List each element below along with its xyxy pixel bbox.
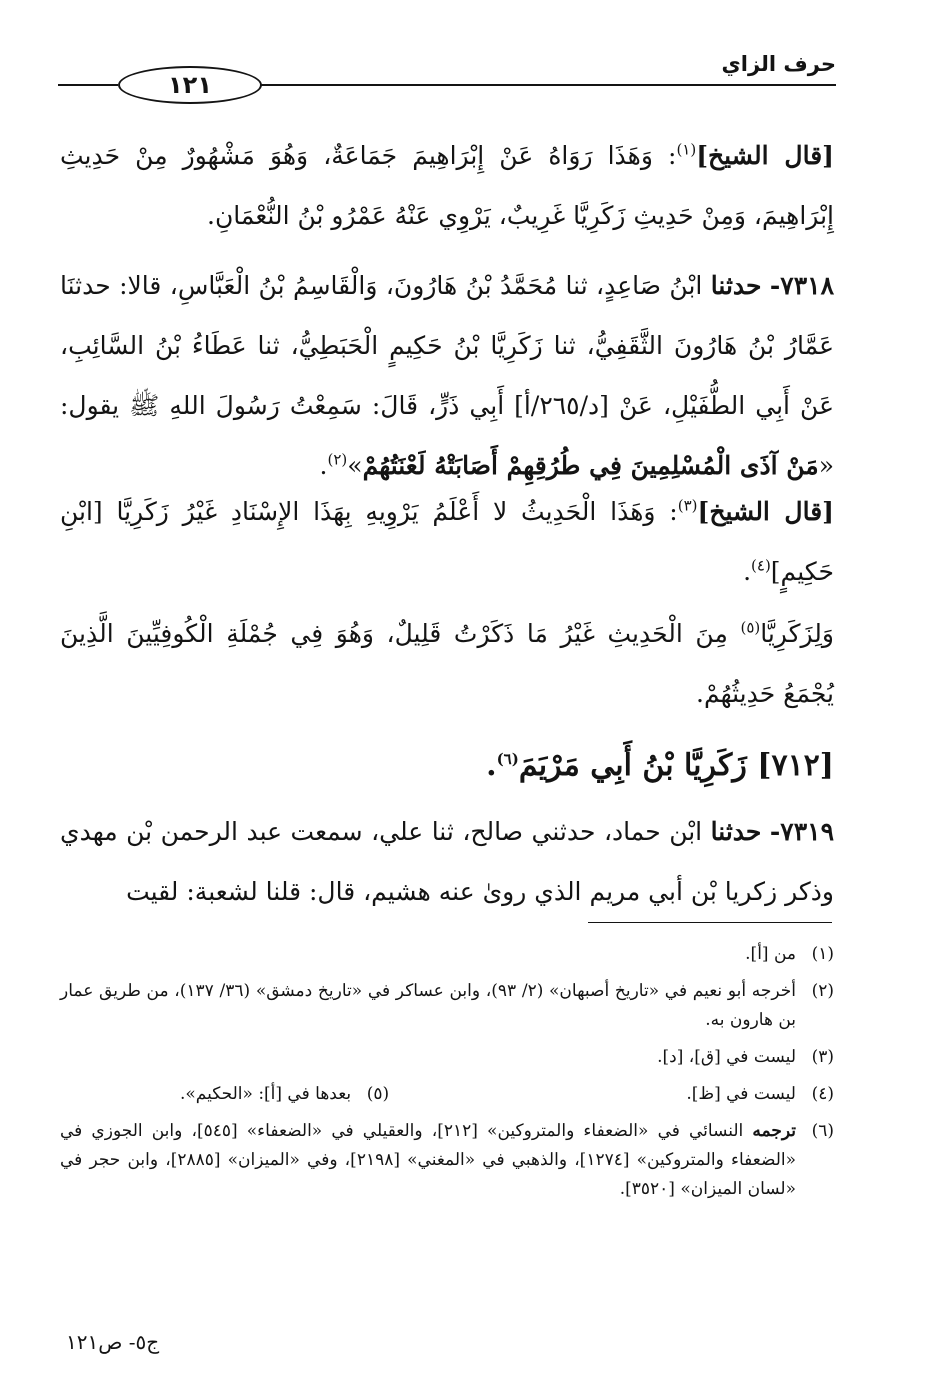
footnotes: [60, 940, 834, 1212]
footnote-rule: [588, 922, 832, 923]
footnote-ref-5: (٥): [740, 618, 761, 637]
footnote-number: (٦): [811, 1121, 834, 1141]
isnad-text: ابْنُ صَاعِدٍ، ثنا مُحَمَّدُ بْنُ هَارُونَ، وَالْقَاسِمُ بْنُ الْعَبَّاسِ، قالا: حدثنَا عَمَّارُ بْنُ هَارُونَ الثَّقَفِيُّ، ثنا زَكَرِيَّا بْنُ حَكِيمٍ الْحَبَطِيُّ، ثنا عَطَاءُ بْنُ السَّائِبِ، عَنْ أَبِي الطُّفَيْلِ، عَنْ [د/٢٦٥/أ] أَبِي ذَرٍّ، قَالَ: سَمِعْتُ رَسُولَ اللهِ ﷺ يقول: «: [60, 271, 834, 480]
paragraph-text: : وَهَذَا الْحَدِيثُ لا أَعْلَمُ يَرْوِيهِ بِهَذَا الإِسْنَادِ غَيْرُ زَكَرِيَّا [ابْنِ حَكِيمٍ]: [60, 497, 834, 586]
footnote-number: (٥): [366, 1084, 390, 1104]
running-title: حرف الزاي: [721, 52, 836, 76]
hadith-matn: مَنْ آذَى الْمُسْلِمِينَ فِي طُرُقِهِمْ أَصَابَتْهُ لَعْنَتُهُمْ: [362, 451, 819, 480]
tail-dot: .: [319, 451, 328, 480]
footnote-row-4-5: [60, 1080, 834, 1109]
hadith-7318: [60, 256, 834, 496]
footnote-ref-3: (٣): [677, 496, 698, 515]
paragraph-text: : وَهَذَا رَوَاهُ عَنْ إِبْرَاهِيمَ جَمَاعَةٌ، وَهُوَ مَشْهُورٌ مِنْ حَدِيثِ إِبْرَاهِيمَ، وَمِنْ حَدِيثِ زَكَرِيَّا غَرِيبٌ، يَرْوِي عَنْهُ عَمْرُو بْنُ النُّعْمَانِ.: [60, 141, 834, 230]
sheikh-label: [قال الشيخ]: [697, 497, 834, 526]
paragraph-text-b: مِنَ الْحَدِيثِ غَيْرُ مَا ذَكَرْتُ قَلِيلٌ، وَهُوَ فِي جُمْلَةِ الْكُوفِيِّينَ الَّذِينَ يُجْمَعُ حَدِيثُهُمْ.: [60, 619, 834, 708]
footnote-text: أخرجه أبو نعيم في «تاريخ أصبهان» (٢/ ٩٣)، وابن عساكر في «تاريخ دمشق» (٣٦/ ١٣٧)، من طريق عمار بن هارون به.: [60, 981, 796, 1030]
footnote-number: (٤): [811, 1084, 834, 1104]
footnote-2: [60, 977, 834, 1035]
hadith-number: ٧٣١٩-: [769, 817, 835, 846]
footnote-text: بعدها في [أ]: «الحكيم».: [180, 1084, 352, 1104]
paragraph-sheikh-note-3: [60, 482, 834, 602]
page-header: [58, 38, 836, 98]
hadith-7319: [60, 802, 834, 922]
footnote-5: [180, 1080, 389, 1109]
footnote-ref-1: (١): [676, 140, 697, 159]
footnote-lead: ترجمه: [752, 1121, 796, 1141]
footnote-ref-6: (٦): [496, 750, 519, 768]
volume-page-reference: ج٥- ص١٢١: [66, 1330, 160, 1354]
footnote-3: [60, 1043, 834, 1072]
heading-text: [٧١٢] زَكَرِيَّا بْنُ أَبِي مَرْيَمَ: [518, 748, 834, 783]
footnote-text: من [أ].: [745, 944, 796, 964]
footnote-ref-4: (٤): [751, 556, 771, 575]
tail-dot: .: [486, 748, 497, 783]
sheikh-label: [قال الشيخ]: [696, 141, 834, 170]
paragraph-text-a: وَلِزَكَرِيَّا: [760, 619, 834, 648]
hadith-number: ٧٣١٨-: [769, 271, 835, 300]
footnote-text: النسائي في «الضعفاء والمتروكين» [٢١٢]، والعقيلي في «الضعفاء» [٥٤٥]، وابن الجوزي في «الضعفاء والمتروكين» [١٢٧٤]، والذهبي في «المغني» [٢١٩٨]، وفي «الميزان» [٢٨٨٥]، وابن حجر في «لسان الميزان» [٣٥٢٠].: [60, 1121, 797, 1199]
header-rule-left: [58, 84, 118, 86]
footnote-6: [60, 1117, 834, 1204]
footnote-ref-2: (٢): [327, 450, 348, 469]
footnote-text: ليست في [ظ].: [686, 1084, 796, 1104]
entry-heading-712: [60, 736, 834, 796]
tail-dot: .: [743, 557, 752, 586]
footnote-4: [686, 1080, 834, 1109]
paragraph-zakariya: [60, 604, 834, 724]
page-number: ١٢١: [118, 66, 262, 104]
footnote-number: (٢): [811, 981, 834, 1001]
footnote-1: [60, 940, 834, 969]
footnote-number: (١): [811, 944, 834, 964]
header-rule: [208, 84, 836, 86]
haddathana-label: حدثنا: [710, 817, 762, 846]
haddathana-label: حدثنا: [710, 271, 762, 300]
quote-close: »: [347, 451, 363, 480]
paragraph-sheikh-note-1: [60, 126, 834, 246]
footnote-text: ليست في [ق]، [د].: [657, 1047, 796, 1067]
isnad-text: ابْن حماد، حدثني صالح، ثنا علي، سمعت عبد الرحمن بْن مهدي وذكر زكريا بْن أبي مريم الذي روىٰ عنه هشيم، قال: قلنا لشعبة: لقيت: [60, 817, 834, 906]
footnote-number: (٣): [811, 1047, 834, 1067]
